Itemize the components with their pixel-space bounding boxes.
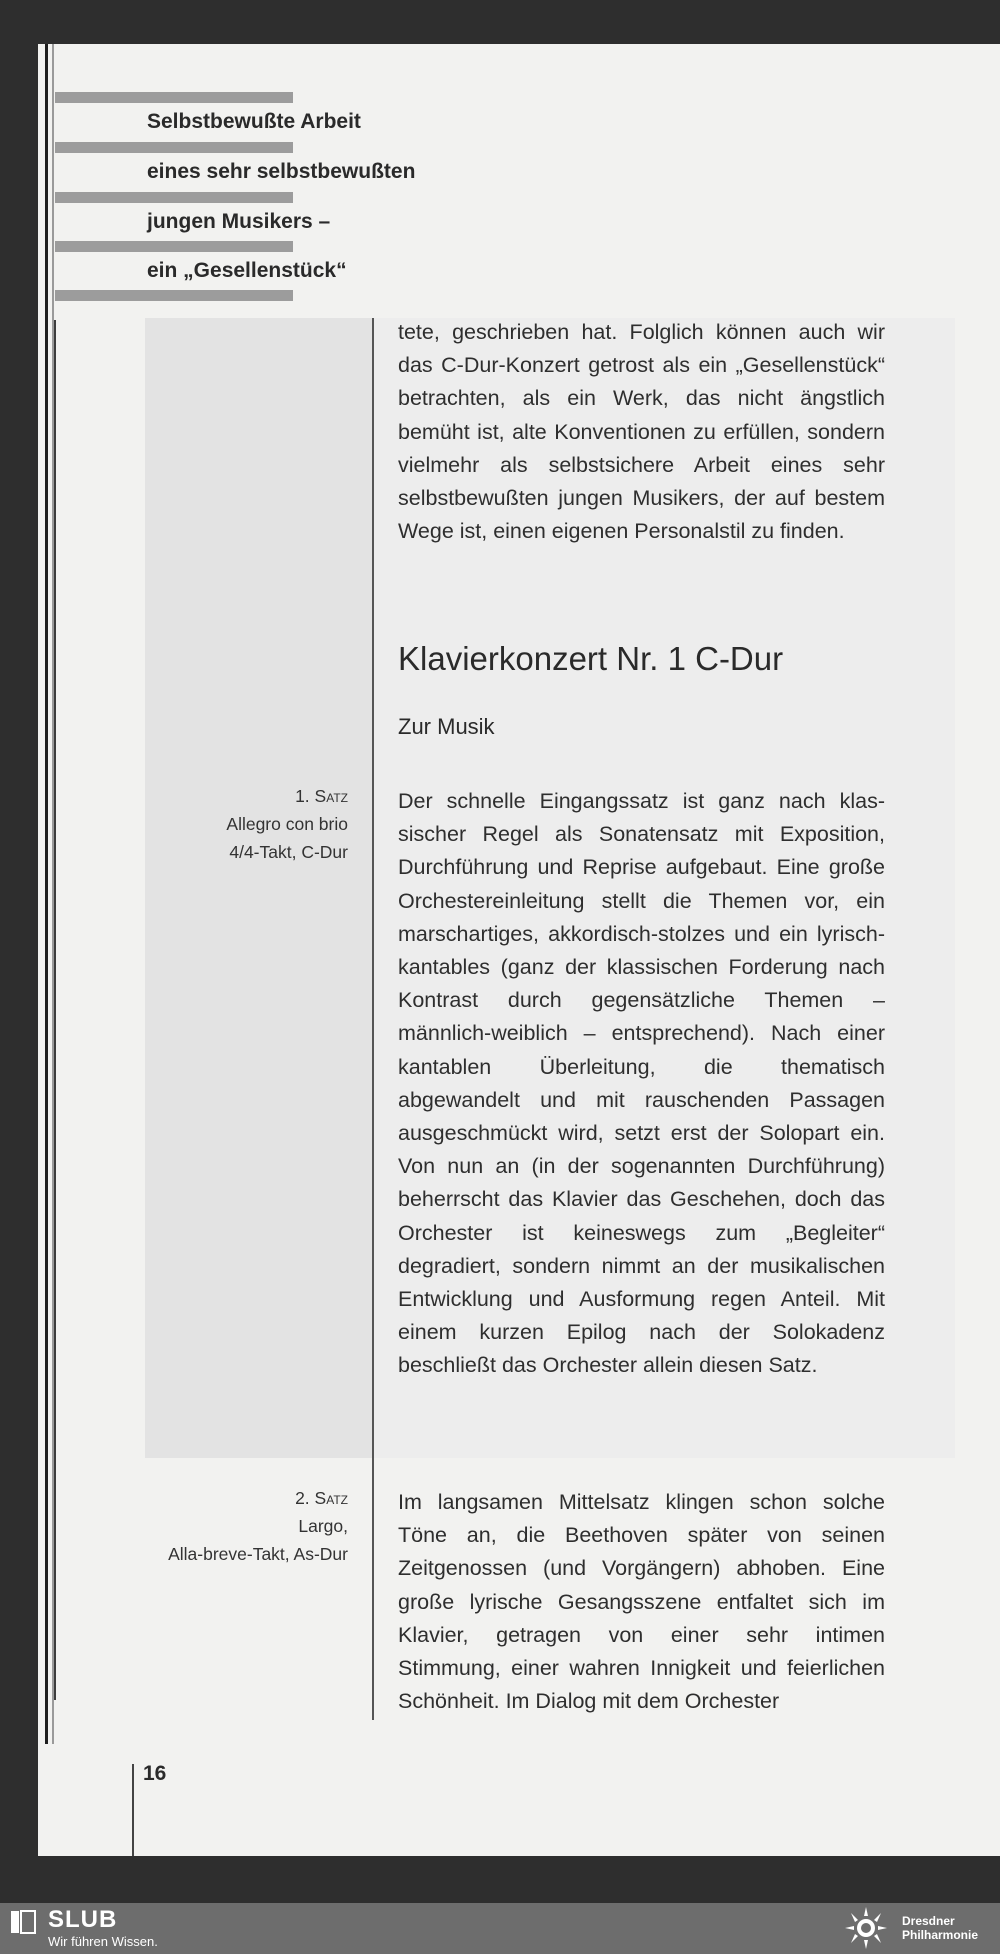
partner-name-line1: Dresdner (902, 1914, 955, 1928)
library-name[interactable]: SLUB (48, 1906, 118, 1933)
header-stripe (55, 241, 293, 252)
book-icon (10, 1910, 36, 1934)
page-number: 16 (143, 1762, 167, 1785)
movement-tempo: Largo, (298, 1516, 348, 1536)
movement-tempo: Allegro con brio (226, 814, 348, 834)
intro-paragraph: tete, geschrieben hat. Folglich können auch wir das C-Dur-Konzert getrost als ein „Gesellenstück“ betrachten, als ein Werk, das nicht ängstlich bemüht ist, alte Konventionen zu erfüllen, sondern vielmehr als selbstsichere Arbeit eines sehr selbstbewußten jungen Musikers, der auf bestem Wege ist, einen eigenen Personalstil zu finden. (398, 320, 885, 544)
sun-logo-icon (842, 1906, 890, 1950)
header-line: ein „Gesellenstück“ (147, 259, 347, 282)
column-divider (372, 318, 374, 1720)
header-stripe (55, 290, 293, 301)
header-stripe (55, 142, 293, 153)
movement-2-label (168, 1484, 348, 1512)
movement-meter-key: Alla-breve-Takt, As-Dur (168, 1544, 348, 1564)
section-title: Klavierkonzert Nr. 1 C-Dur (398, 640, 784, 677)
movement-2-note (168, 1484, 348, 1568)
movement-satz-label: Satz (314, 786, 348, 806)
movement-number: 2. (295, 1488, 310, 1508)
movement-meter-key: 4/4-Takt, C-Dur (229, 842, 348, 862)
partner-name-line2: Philharmonie (902, 1928, 979, 1942)
movement-2-text: Im langsamen Mittelsatz klingen schon solche Töne an, die Beethoven später von seinen Zeitgenossen (und Vorgängern) abhoben. Eine große lyrische Gesangsszene entfaltet sich im Klavier, getragen von einer sehr intimen Stimmung, einer wahren Innigkeit und feierlichen Schönheit. Im Dialog mit dem Orchester (398, 1490, 885, 1714)
movement-1-label (226, 782, 348, 810)
movement-1-note (226, 782, 348, 866)
movement-number: 1. (295, 786, 310, 806)
header-stripe (55, 192, 293, 203)
page-binding-edge (45, 44, 48, 1744)
header-stripe (55, 92, 293, 103)
section-subtitle: Zur Musik (398, 714, 495, 739)
movement-1-text: Der schnelle Eingangssatz ist ganz nach klassischer Regel als Sonatensatz mit Exposition, Durchführung und Reprise aufgebaut. Eine große Orchestereinleitung stellt die Themen vor, ein marschartiges, akkordisch-stolzes und ein lyrisch-kantables (ganz der klassischen Forderung nach Kontrast durch gegensätzliche Themen – männlich-weiblich – entsprechend). Nach einer kantablen Überleitung, die thematisch abgewandelt und mit rauschenden Passagen ausgeschmückt wird, setzt erst der Solopart ein. Von nun an (in der sogenannten Durchführung) beherrscht das Klavier das Geschehen, doch das Orchester ist keineswegs zum „Begleiter“ degradiert, sondern nimmt an der musikalischen Entwicklung und Ausformung regen Anteil. Mit einem kurzen Epilog nach der Solokadenz beschließt das Orchester allein diesen Satz. (398, 789, 885, 1378)
header-line: jungen Musikers – (147, 210, 331, 233)
movement-satz-label: Satz (314, 1488, 348, 1508)
left-margin-rule (54, 320, 56, 1700)
partner-name (902, 1914, 978, 1942)
page-number-rule (132, 1764, 134, 1856)
header-line: eines sehr selbstbewußten (147, 160, 416, 183)
library-tagline: Wir führen Wissen. (48, 1934, 158, 1949)
header-line: Selbstbewußte Arbeit (147, 110, 361, 133)
